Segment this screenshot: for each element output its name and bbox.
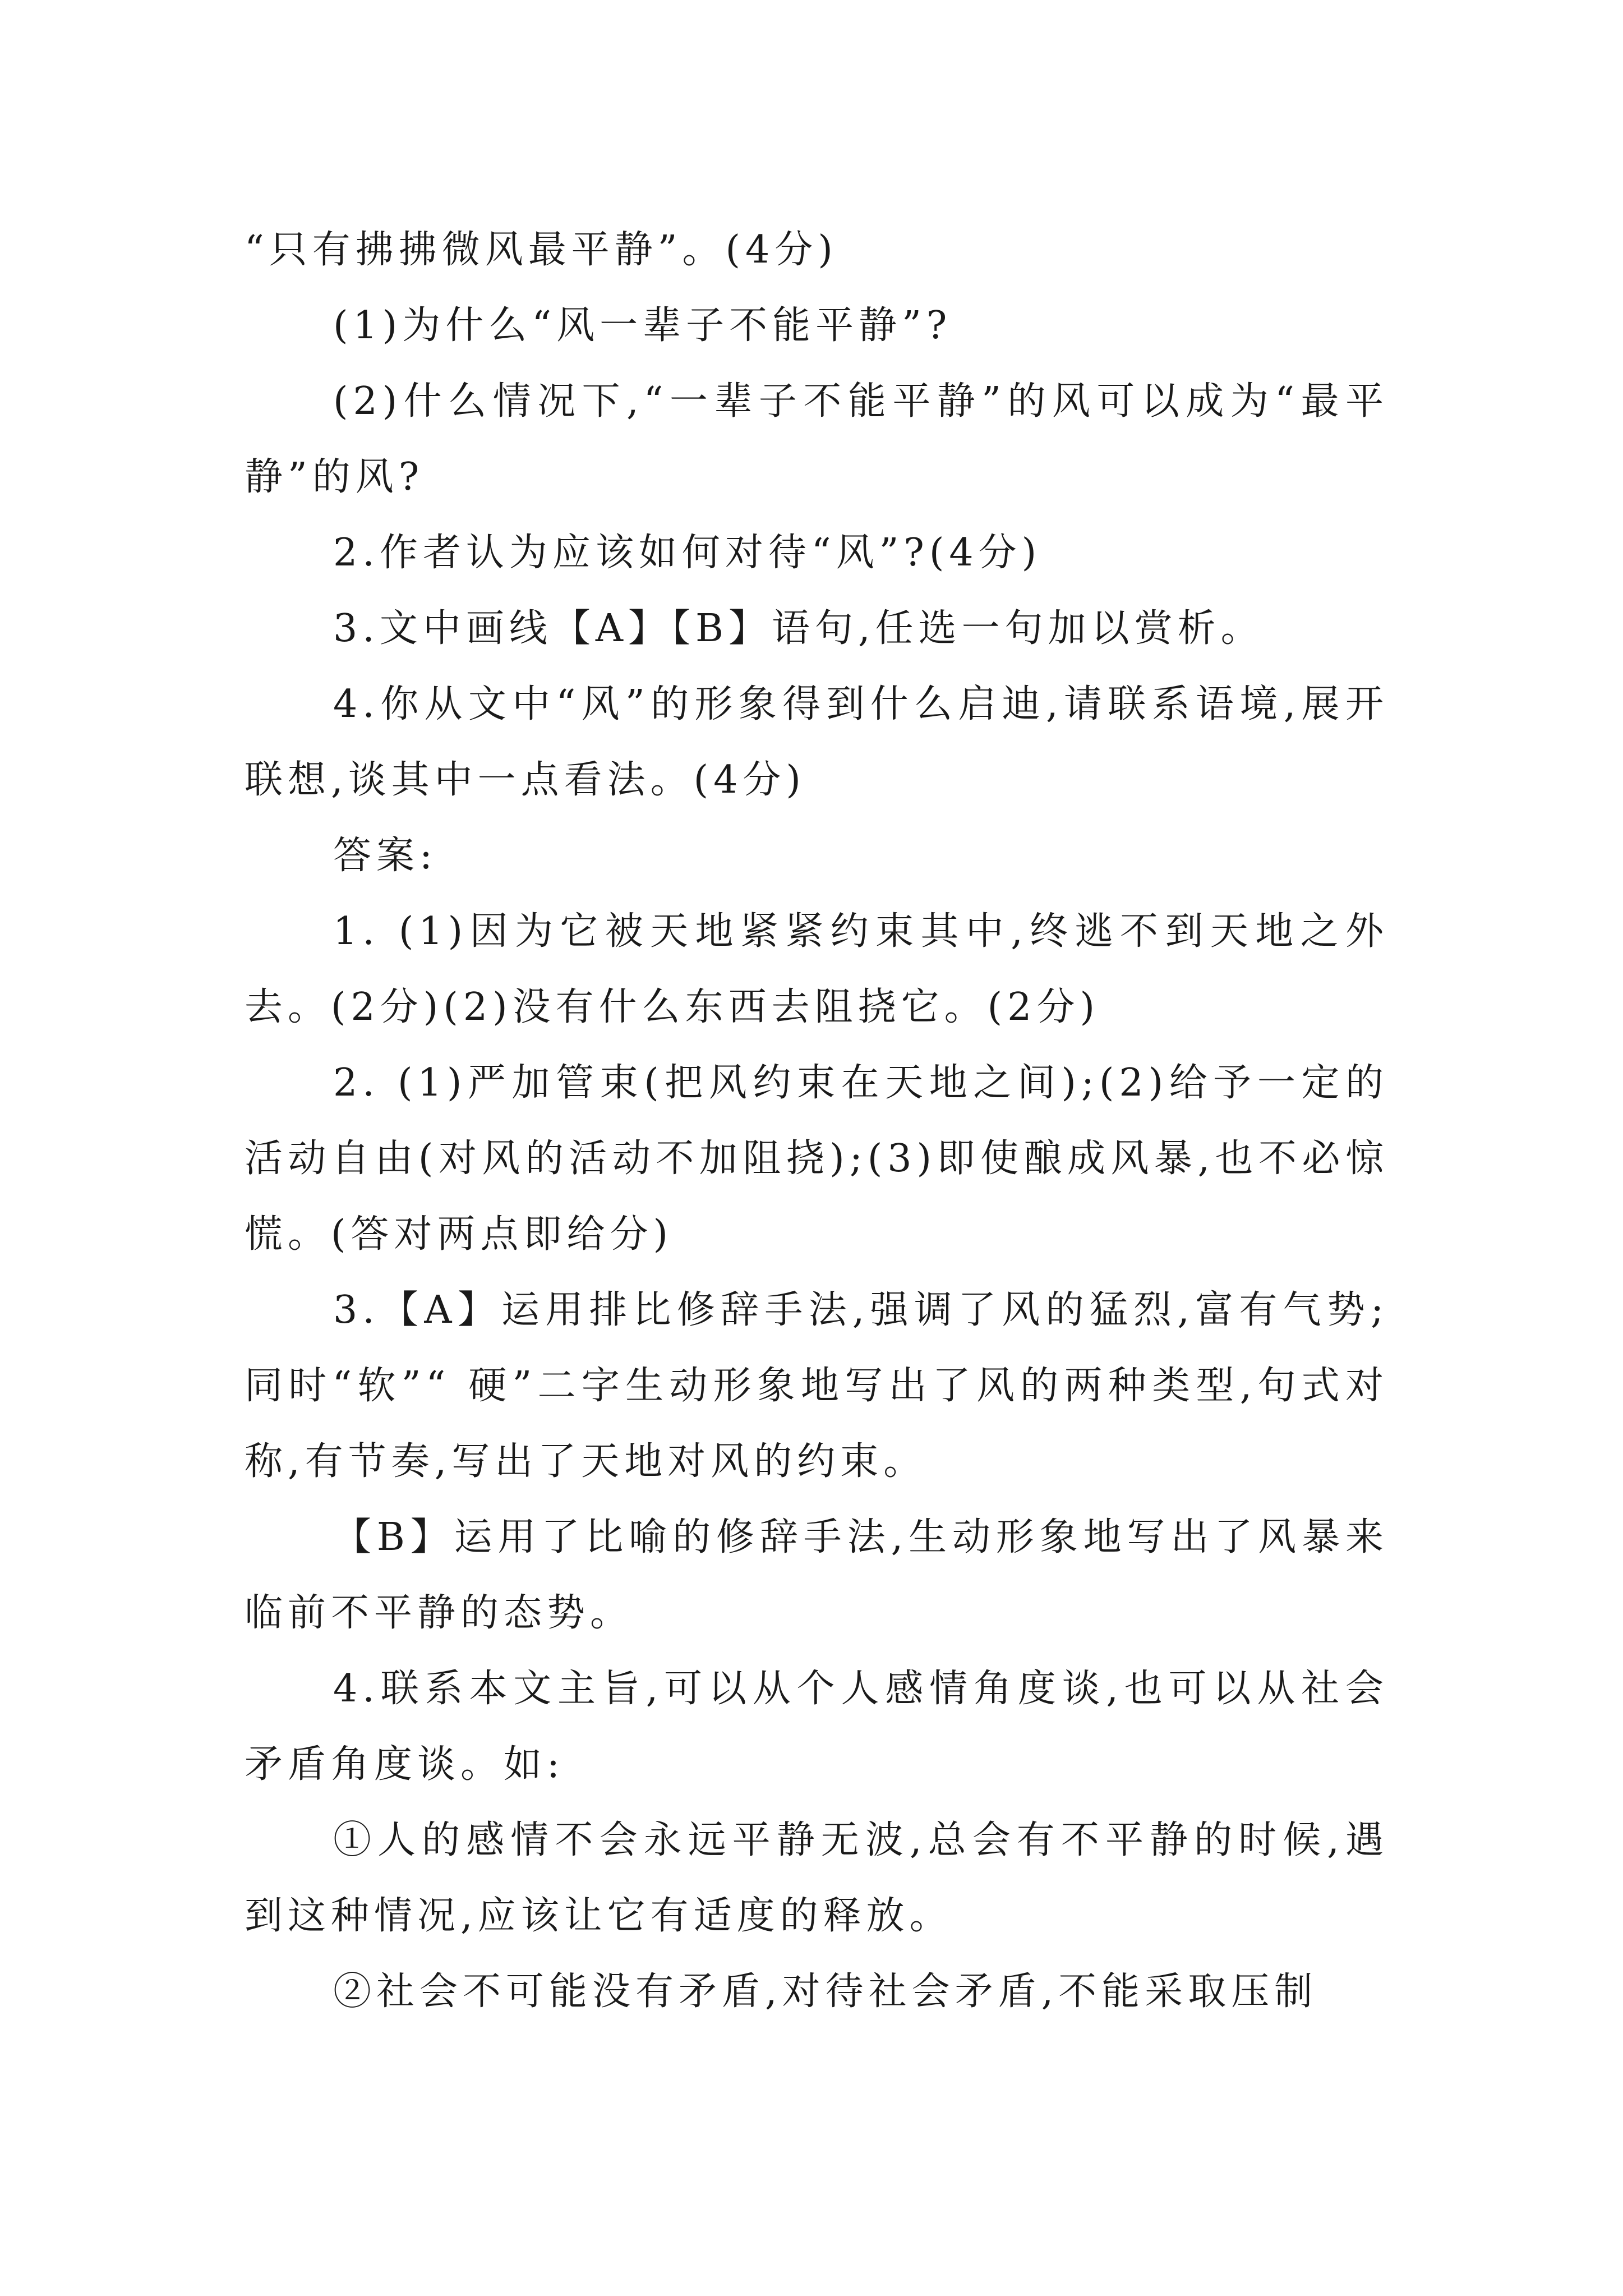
question-4: 4.你从文中“风”的形象得到什么启迪,请联系语境,展开联想,谈其中一点看法。(4分)	[245, 682, 1389, 802]
question-3: 3.文中画线【A】【B】语句,任选一句加以赏析。	[333, 606, 1264, 651]
question-1-continuation: “只有拂拂微风最平静”。(4分)	[245, 228, 838, 272]
answer-heading: 答案:	[333, 834, 437, 878]
question-1-part-1: (1)为什么“风一辈子不能平静”?	[333, 303, 952, 348]
answer-4-example-1: ①人的感情不会永远平静无波,总会有不平静的时候,遇到这种情况,应该让它有适度的释放。	[245, 1818, 1389, 1938]
answer-2: 2. (1)严加管束(把风约束在天地之间);(2)给予一定的活动自由(对风的活动不加阻挠);(3)即使酿成风暴,也不必惊慌。(答对两点即给分)	[245, 1061, 1389, 1257]
question-1-part-2: (2)什么情况下,“一辈子不能平静”的风可以成为“最平静”的风?	[245, 379, 1389, 499]
answer-3-a: 3.【A】运用排比修辞手法,强调了风的猛烈,富有气势;同时“软”“ 硬”二字生动形象地写出了风的两种类型,句式对称,有节奏,写出了天地对风的约束。	[245, 1288, 1389, 1484]
document-body	[245, 212, 1389, 2030]
question-2: 2.作者认为应该如何对待“风”?(4分)	[333, 531, 1042, 575]
answer-4: 4.联系本文主旨,可以从个人感情角度谈,也可以从社会矛盾角度谈。如:	[245, 1667, 1389, 1787]
answer-3-b: 【B】运用了比喻的修辞手法,生动形象地写出了风暴来临前不平静的态势。	[245, 1515, 1389, 1635]
answer-4-example-2: ②社会不可能没有矛盾,对待社会矛盾,不能采取压制	[333, 1970, 1318, 2014]
answer-1: 1. (1)因为它被天地紧紧约束其中,终逃不到天地之外去。(2分)(2)没有什么东西去阻挠它。(2分)	[245, 909, 1389, 1029]
